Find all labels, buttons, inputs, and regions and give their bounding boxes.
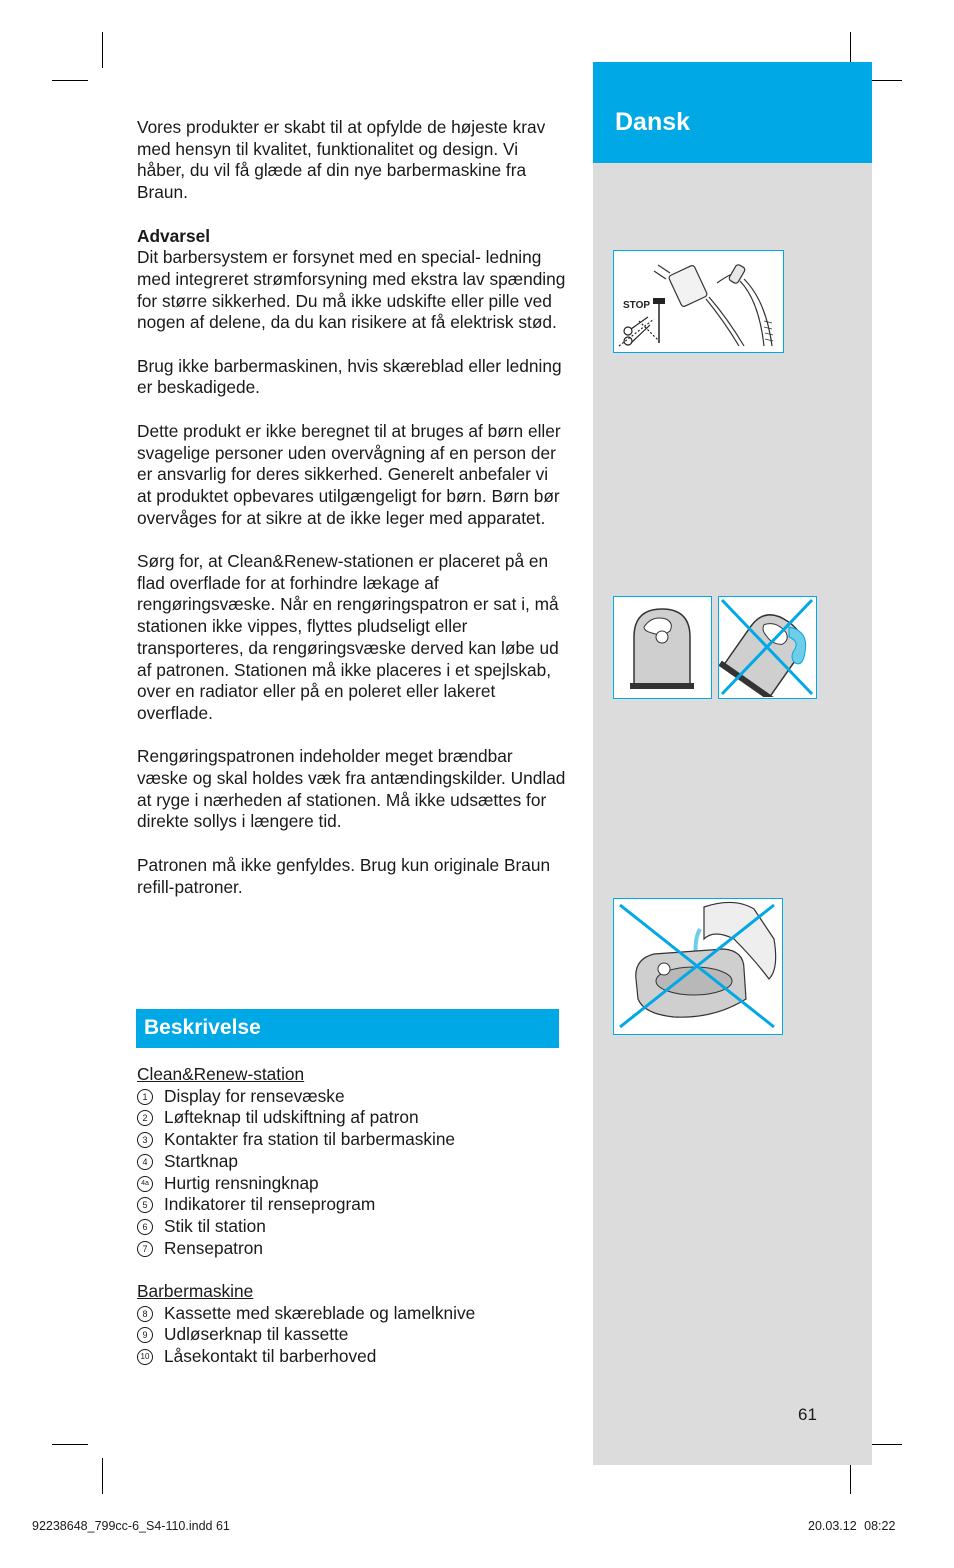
item-label: Rensepatron xyxy=(164,1237,263,1258)
item-label: Stik til station xyxy=(164,1215,266,1236)
page-number: 61 xyxy=(798,1405,817,1424)
list-item xyxy=(137,1151,567,1173)
no-refill-illustration xyxy=(614,899,781,1033)
station-upright-figure xyxy=(613,596,712,699)
station-upright-illustration xyxy=(614,597,710,697)
warning-heading: Advarsel xyxy=(137,225,211,246)
footer-time: 08:22 xyxy=(864,1519,896,1533)
no-refill-figure xyxy=(613,898,783,1035)
list-item xyxy=(137,1216,567,1238)
item-number: 8 xyxy=(137,1306,153,1322)
warning-paragraph: Patronen må ikke genfyldes. Brug kun originale Braun refill-patroner. xyxy=(137,854,551,897)
footer-file-info: 92238648_799cc-6_S4-110.indd 61 xyxy=(32,1519,230,1533)
list-item xyxy=(137,1129,567,1151)
item-number: 7 xyxy=(137,1241,153,1257)
main-text xyxy=(137,117,567,920)
shaver-items xyxy=(137,1303,567,1368)
section-title: Beskrivelse xyxy=(144,1016,261,1039)
item-label: Løfteknap til udskiftning af patron xyxy=(164,1107,419,1128)
item-number: 4 xyxy=(137,1154,153,1170)
station-tipped-illustration xyxy=(719,597,815,697)
intro-paragraph: Vores produkter er skabt til at opfylde de højeste krav med hensyn til kvalitet, funktionalitet og design. Vi håber, du vil få glæde af din nye barbermaskine fra Braun. xyxy=(137,117,546,203)
item-label: Kontakter fra station til barbermaskine xyxy=(164,1129,456,1150)
stop-label: STOP xyxy=(623,300,651,311)
crop-mark xyxy=(102,32,103,68)
item-label: Kassette med skæreblade og lamelknive xyxy=(164,1302,476,1323)
crop-mark xyxy=(52,80,88,81)
footer-date: 20.03.12 xyxy=(808,1519,857,1533)
crop-mark xyxy=(52,1444,88,1445)
warning-paragraph: Dette produkt er ikke beregnet til at bruges af børn eller svagelige personer uden overvågning af en person der er ansvarlig for deres sikkerhed. Generelt anbefaler vi at produktet opbevares utilgængeligt for børn. Børn bør overvåges for at sikre at de ikke leger med apparatet. xyxy=(137,420,561,528)
item-label: Hurtig rensningknap xyxy=(164,1172,319,1193)
list-item xyxy=(137,1086,567,1108)
warning-block xyxy=(137,226,567,335)
list-item xyxy=(137,1303,567,1325)
item-number: 10 xyxy=(137,1349,153,1365)
power-cord-illustration xyxy=(614,251,782,351)
station-title: Clean&Renew-station xyxy=(137,1064,305,1084)
item-label: Display for rensevæske xyxy=(164,1085,345,1106)
item-label: Låsekontakt til barberhoved xyxy=(164,1346,377,1367)
warning-paragraph: Rengøringspatronen indeholder meget brændbar væske og skal holdes væk fra antændingskilder. Undlad at ryge i nærheden af stationen. Må ikke udsættes for direkte sollys i længere tid. xyxy=(137,746,566,832)
station-tipped-figure xyxy=(718,596,817,699)
list-item xyxy=(137,1346,567,1368)
item-label: Udløserknap til kassette xyxy=(164,1324,349,1345)
item-label: Indikatorer til renseprogram xyxy=(164,1194,376,1215)
list-item xyxy=(137,1238,567,1260)
station-items xyxy=(137,1086,567,1260)
item-number: 3 xyxy=(137,1132,153,1148)
item-number: 6 xyxy=(137,1219,153,1235)
warning-paragraph: Dit barbersystem er forsynet med en special- ledning med integreret strømforsyning med ekstra lav spænding for større sikkerhed. Du må ikke udskifte eller pille ved nogen af delene, da du kan risikere at få elektrisk stød. xyxy=(137,247,566,333)
list-item xyxy=(137,1324,567,1346)
crop-mark xyxy=(102,1458,103,1494)
shaver-title: Barbermaskine xyxy=(137,1281,254,1302)
item-number: 1 xyxy=(137,1089,153,1105)
item-label: Startknap xyxy=(164,1150,238,1171)
power-cord-figure xyxy=(613,250,784,353)
language-title: Dansk xyxy=(615,108,691,136)
item-number: 4a xyxy=(137,1176,153,1192)
item-number: 9 xyxy=(137,1327,153,1343)
description-list xyxy=(137,1064,567,1390)
list-item xyxy=(137,1173,567,1195)
footer-timestamp xyxy=(808,1519,895,1533)
list-item xyxy=(137,1107,567,1129)
warning-paragraph: Sørg for, at Clean&Renew-stationen er placeret på en flad overflade for at forhindre lækage af rengøringsvæske. Når en rengøringspatron er sat i, må stationen ikke vippes, flyttes pludseligt eller transporteres, da rengøringsvæske derved kan løbe ud af patronen. Stationen må ikke placeres i et spejlskab, over en radiator eller på en poleret eller lakeret overflade. xyxy=(137,551,559,723)
list-item xyxy=(137,1194,567,1216)
item-number: 2 xyxy=(137,1110,153,1126)
item-number: 5 xyxy=(137,1197,153,1213)
warning-paragraph: Brug ikke barbermaskinen, hvis skæreblad eller ledning er beskadigede. xyxy=(137,355,562,398)
